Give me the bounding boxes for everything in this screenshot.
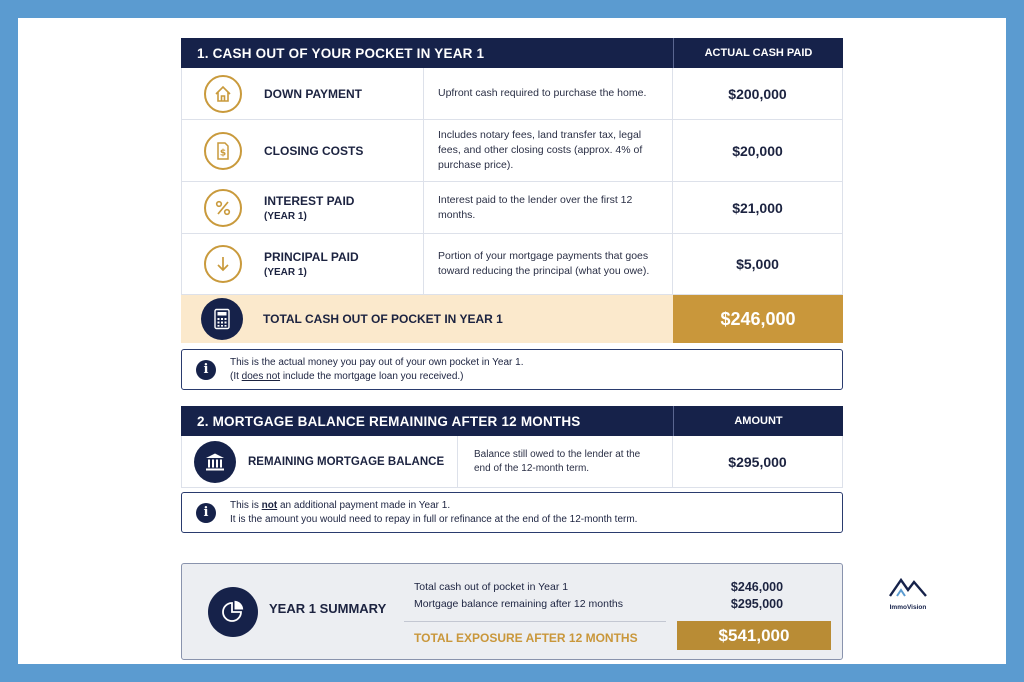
row-amount: $5,000 (672, 234, 842, 294)
summary-line1-value: $246,000 (730, 580, 784, 594)
note1-line2b: include the mortgage loan you received.) (280, 370, 464, 382)
section1-column-header: ACTUAL CASH PAID (673, 38, 843, 68)
row-sublabel: (YEAR 1) (264, 210, 307, 222)
section1-header (181, 38, 843, 68)
note1-line2a: (It (230, 370, 242, 382)
info-icon: i (196, 360, 216, 380)
row-label: CLOSING COSTS (264, 143, 364, 158)
info-note-1 (181, 349, 843, 390)
svg-text:$: $ (219, 148, 227, 158)
info-icon: i (196, 503, 216, 523)
bank-icon (194, 441, 236, 483)
content (181, 38, 843, 645)
calculator-icon (201, 298, 243, 340)
table-row-down-payment (181, 68, 843, 120)
summary-line2-label: Mortgage balance remaining after 12 months (414, 598, 623, 610)
row-amount: $295,000 (672, 436, 842, 487)
brand-logo (880, 576, 936, 611)
summary-divider (404, 621, 666, 622)
table-row-remaining-balance (181, 436, 843, 488)
summary-line2-value: $295,000 (730, 597, 784, 611)
row-sublabel: (YEAR 1) (264, 267, 307, 278)
note1-line2-underlined: does not (241, 370, 281, 382)
note2-line2: It is the amount you would need to repay in full or refinance at the end of the 12-month term. (230, 513, 638, 525)
section2-header (181, 406, 843, 436)
row-description: Includes notary fees, land transfer tax, legal fees, and other closing costs (approx. 4% of purchase price). (438, 129, 643, 171)
row-description: Balance still owed to the lender at the end of the 12-month term. (474, 448, 641, 474)
page-sheet (18, 18, 1006, 664)
section2-column-header: AMOUNT (673, 406, 843, 436)
table-row-principal-paid (181, 234, 843, 295)
note2-line1b: an additional payment made in Year 1. (277, 499, 451, 511)
exposure-label: TOTAL EXPOSURE AFTER 12 MONTHS (414, 631, 638, 645)
year1-summary (181, 563, 843, 660)
total-row (181, 295, 843, 343)
note1-line1: This is the actual money you pay out of your own pocket in Year 1. (230, 356, 524, 368)
exposure-value: $541,000 (677, 621, 831, 650)
row-description: Upfront cash required to purchase the home. (438, 87, 647, 99)
row-label: REMAINING MORTGAGE BALANCE (248, 455, 445, 468)
summary-title: YEAR 1 SUMMARY (269, 601, 387, 616)
row-label: DOWN PAYMENT (264, 86, 363, 101)
row-label: PRINCIPAL PAID (264, 250, 359, 264)
row-description: Interest paid to the lender over the first 12 months. (438, 193, 633, 221)
row-description: Portion of your mortgage payments that goes toward reducing the principal (what you owe). (438, 250, 650, 277)
section2-title: 2. MORTGAGE BALANCE REMAINING AFTER 12 MONTHS (197, 413, 581, 429)
mountain-logo-icon (888, 576, 928, 598)
info-note-2 (181, 492, 843, 533)
row-amount: $21,000 (672, 182, 842, 233)
arrow-down-icon (204, 245, 242, 283)
total-label: TOTAL CASH OUT OF POCKET IN YEAR 1 (263, 312, 503, 326)
percent-icon (204, 189, 242, 227)
summary-line1-label: Total cash out of pocket in Year 1 (414, 581, 569, 593)
total-value: $246,000 (673, 295, 843, 343)
note2-line1a: This is (230, 499, 262, 511)
row-label: INTEREST PAID (264, 193, 355, 208)
section1-title: 1. CASH OUT OF YOUR POCKET IN YEAR 1 (197, 45, 485, 61)
logo-text: ImmoVision (889, 604, 927, 611)
row-amount: $200,000 (672, 68, 842, 119)
pie-chart-icon (208, 587, 258, 637)
document-dollar-icon (204, 132, 242, 170)
table-row-interest-paid (181, 182, 843, 234)
table-row-closing-costs (181, 120, 843, 182)
house-icon (204, 75, 242, 113)
note2-line1-underlined: not (261, 499, 278, 511)
row-amount: $20,000 (672, 120, 842, 181)
